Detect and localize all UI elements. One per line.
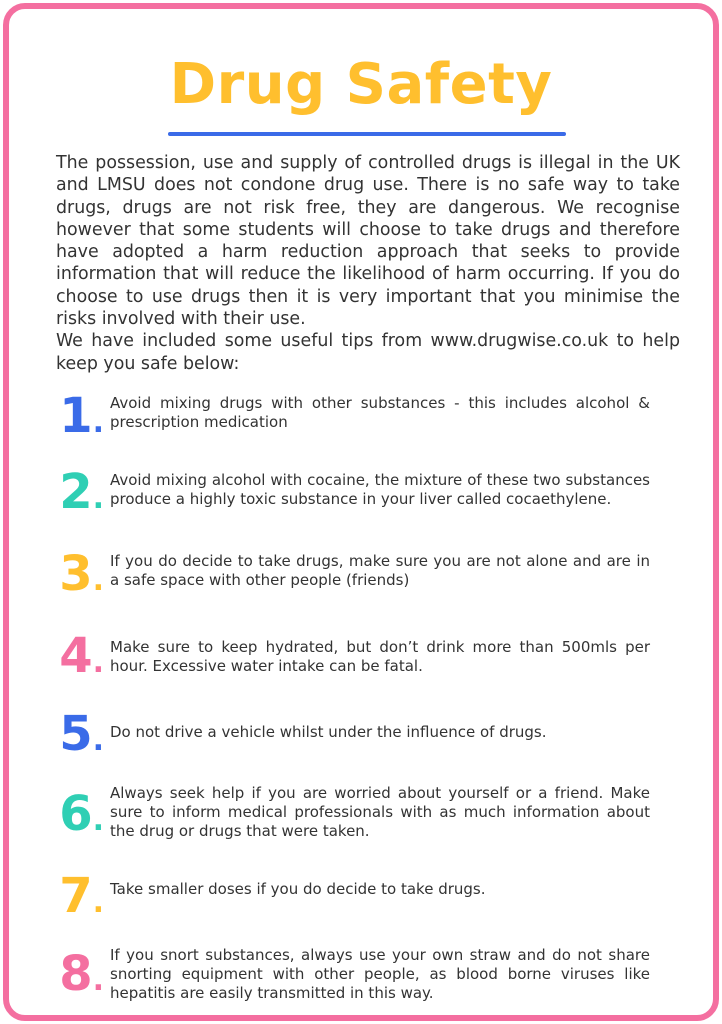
tip-item (44, 462, 664, 532)
tip-number: 8. (59, 946, 104, 1002)
tip-item (44, 866, 664, 936)
tip-number: 5. (59, 706, 104, 762)
intro-text (56, 152, 680, 375)
tip-text: Avoid mixing alcohol with cocaine, the mixture of these two substances produce a highly toxic substance in your liver called cocaethylene. (110, 471, 650, 508)
tip-text: Make sure to keep hydrated, but don’t drink more than 500mls per hour. Excessive water intake can be fatal. (110, 638, 650, 675)
intro-paragraph: The possession, use and supply of controlled drugs is illegal in the UK and LMSU does not condone drug use. There is no safe way to take drugs, drugs are not risk free, they are dangerous. We recognise however that some students will choose to take drugs and therefore have adopted a harm reduction approach that seeks to provide information that will reduce the likelihood of harm occurring. If you do choose to use drugs then it is very important that you minimise the risks involved with their use. (56, 153, 680, 330)
tip-text: Take smaller doses if you do decide to take drugs. (110, 880, 486, 898)
tip-text: Avoid mixing drugs with other substances - this includes alcohol & prescription medication (110, 394, 650, 431)
tip-number: 4. (59, 628, 104, 684)
tip-text: If you do decide to take drugs, make sure you are not alone and are in a safe space with other people (friends) (110, 552, 650, 589)
tip-number: 6. (59, 786, 104, 842)
tip-item (44, 704, 664, 774)
tip-item (44, 784, 664, 854)
tip-number: 3. (59, 546, 104, 602)
tip-number: 7. (59, 868, 104, 924)
tip-item (44, 386, 664, 456)
tip-number: 1. (59, 388, 104, 444)
tip-item (44, 544, 664, 614)
tip-number: 2. (59, 464, 104, 520)
intro-paragraph: We have included some useful tips from www.drugwise.co.uk to help keep you safe below: (56, 331, 680, 374)
tip-text: If you snort substances, always use your own straw and do not share snorting equipment with other people, as blood borne viruses like hepatitis are easily transmitted in this way. (110, 946, 650, 1002)
tip-item (44, 626, 664, 696)
page-title: Drug Safety (169, 52, 553, 117)
title-underline (168, 132, 566, 136)
tip-text: Always seek help if you are worried about yourself or a friend. Make sure to inform medical professionals with as much information about the drug or drugs that were taken. (110, 784, 650, 840)
tip-item (44, 944, 664, 1014)
tip-text: Do not drive a vehicle whilst under the influence of drugs. (110, 723, 547, 741)
